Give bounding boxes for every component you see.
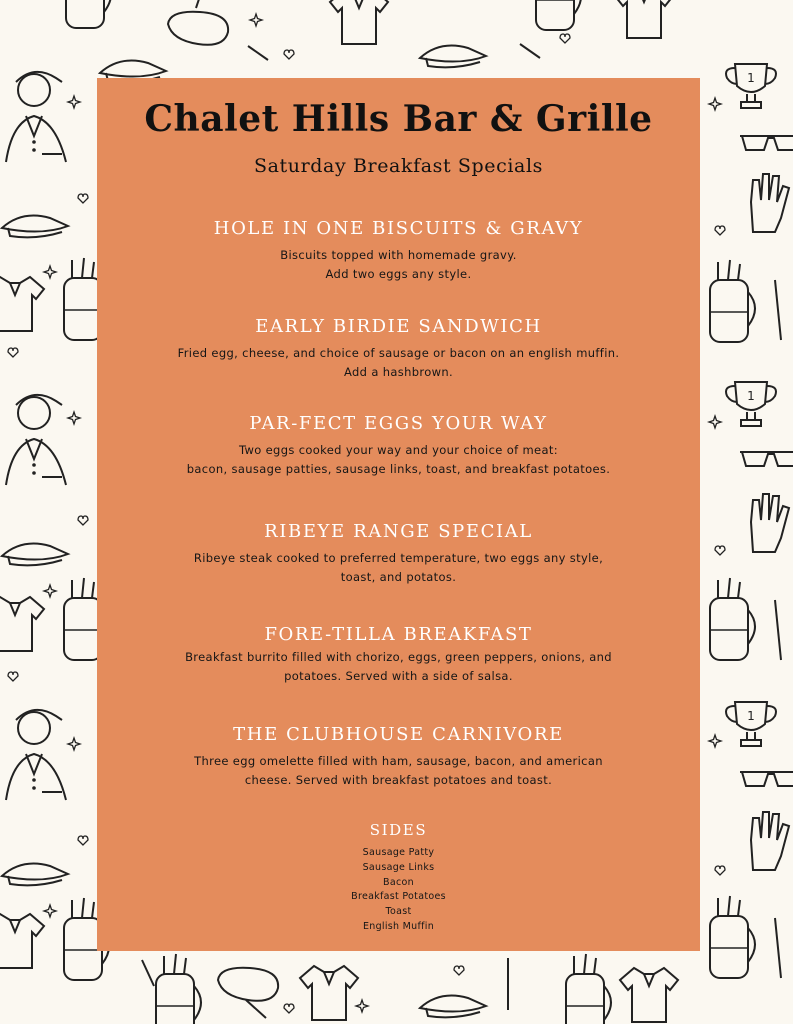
menu-item-name: EARLY BIRDIE SANDWICH (255, 316, 542, 337)
description-line: toast, and potatos. (340, 570, 457, 584)
menu-subtitle: Saturday Breakfast Specials (254, 155, 543, 177)
menu-item (97, 624, 700, 686)
side-item: English Muffin (362, 920, 435, 932)
description-line: bacon, sausage patties, sausage links, toast, and breakfast potatoes. (186, 462, 611, 476)
description-line: Fried egg, cheese, and choice of sausage or bacon on an english muffin. (177, 346, 620, 360)
menu-title: Chalet Hills Bar & Grille (144, 98, 653, 140)
menu-item-name: RIBEYE RANGE SPECIAL (264, 521, 533, 542)
description-line: Add a hashbrown. (344, 365, 453, 379)
menu-item-description (97, 344, 700, 382)
menu-item-description (97, 246, 700, 284)
menu-item-name: FORE-TILLA BREAKFAST (264, 624, 533, 645)
description-line: Ribeye steak cooked to preferred temperature, two eggs any style, (193, 551, 604, 565)
sides-list (97, 846, 700, 935)
side-item: Bacon (383, 876, 414, 888)
menu-item-description (97, 752, 700, 790)
description-line: cheese. Served with breakfast potatoes and toast. (244, 773, 553, 787)
menu-item-name: THE CLUBHOUSE CARNIVORE (233, 724, 564, 745)
side-item: Sausage Links (362, 861, 435, 873)
side-item: Toast (385, 906, 412, 918)
description-line: potatoes. Served with a side of salsa. (284, 669, 513, 683)
description-line: Three egg omelette filled with ham, sausage, bacon, and american (194, 754, 603, 768)
menu-item (97, 413, 700, 479)
side-item: Sausage Patty (362, 847, 435, 858)
menu-item-description (97, 549, 700, 587)
menu-item (97, 316, 700, 382)
menu-item-description (97, 648, 700, 686)
side-item: Breakfast Potatoes (351, 891, 446, 903)
description-line: Biscuits topped with homemade gravy. (280, 248, 517, 262)
menu-item-name: HOLE IN ONE BISCUITS & GRAVY (213, 218, 584, 239)
description-line: Breakfast burrito filled with chorizo, eggs, green peppers, onions, and (185, 650, 612, 664)
menu-item (97, 724, 700, 790)
menu-item-name: PAR-FECT EGGS YOUR WAY (249, 413, 548, 434)
sides-section (97, 821, 700, 935)
description-line: Two eggs cooked your way and your choice of meat: (239, 443, 558, 457)
menu-item-description (97, 441, 700, 479)
sides-heading: SIDES (369, 821, 428, 839)
menu-item (97, 521, 700, 587)
description-line: Add two eggs any style. (325, 267, 472, 281)
menu-item (97, 218, 700, 284)
menu-panel (97, 78, 700, 951)
